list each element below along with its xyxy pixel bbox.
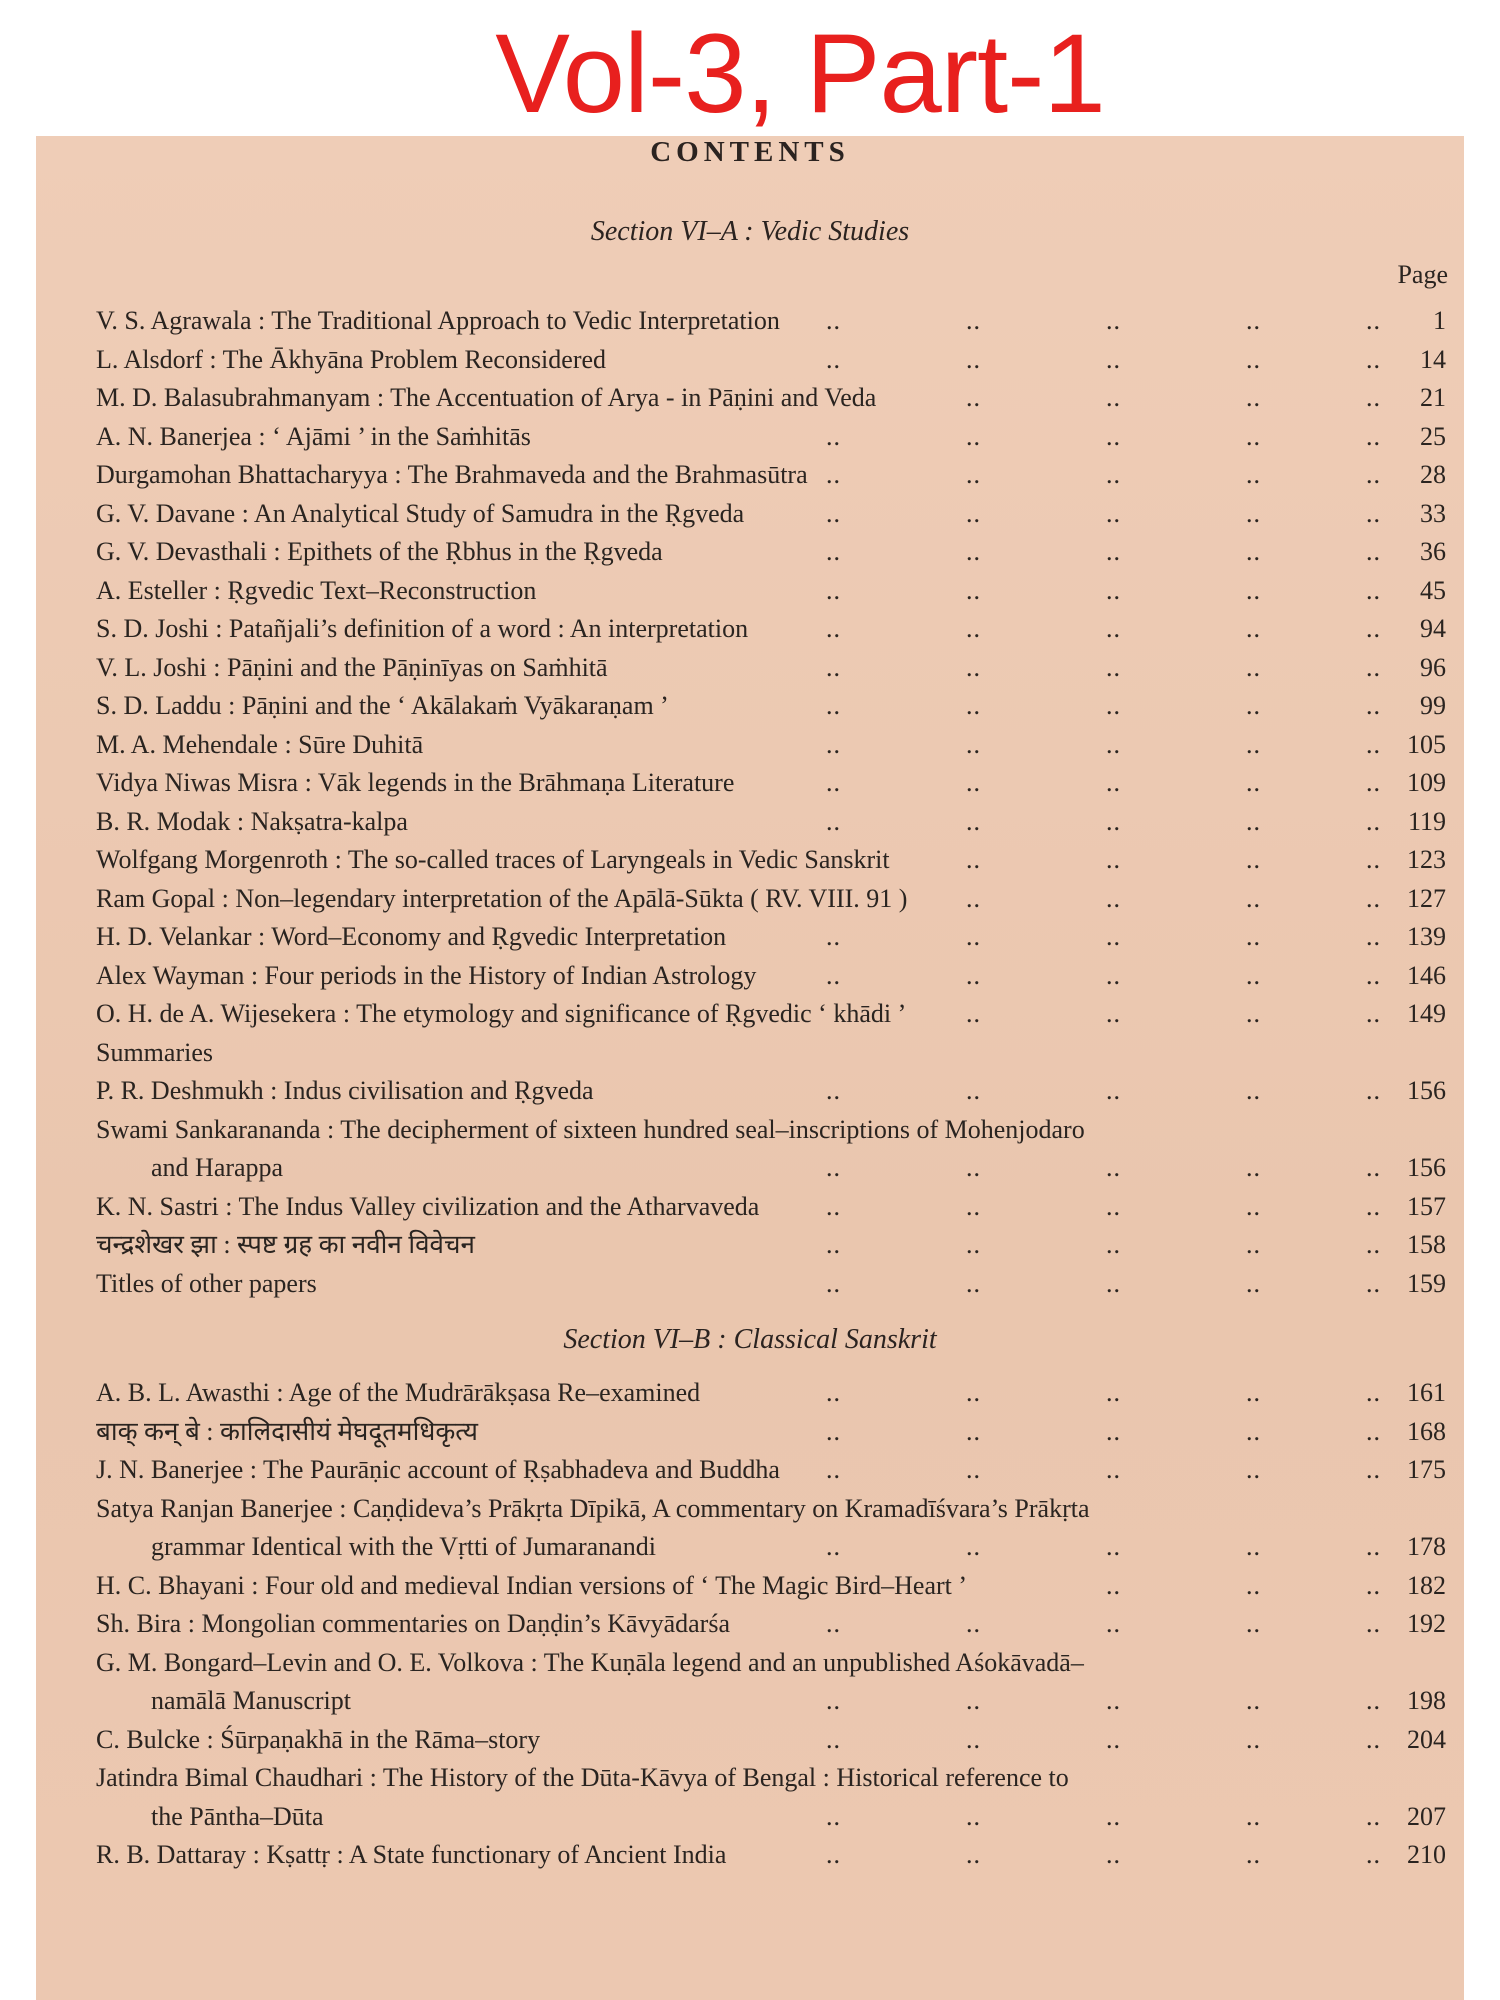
entry-title: G. M. Bongard–Levin and O. E. Volkova : The Kuṇāla legend and an unpublished Aśokāvadā– [96, 1647, 1084, 1677]
entry-title: H. C. Bhayani : Four old and medieval Indian versions of ‘ The Magic Bird–Heart ’ [96, 1570, 968, 1600]
leader-dots: .. [1246, 768, 1261, 797]
leader-dots: .. [1366, 806, 1381, 836]
leader-dots: .. [1246, 1230, 1261, 1259]
leader-dots: .. [1106, 306, 1121, 335]
leader-dots: .. [1246, 421, 1261, 451]
leader-dots: .. [1106, 1801, 1121, 1831]
leader-dots: .. [966, 729, 981, 759]
toc-entry [96, 1413, 1446, 1452]
entry-title: Durgamohan Bhattacharyya : The Brahmaveda and the Brahmasūtra [96, 460, 808, 489]
leader-dots: .. [826, 652, 841, 682]
toc-entry [96, 726, 1446, 765]
toc-entry [96, 572, 1446, 611]
section-b-entries [96, 1374, 1446, 1875]
leader-dots: .. [1106, 999, 1121, 1028]
section-a-title: Section VI–A : Vedic Studies [590, 216, 910, 247]
leader-dots: .. [1246, 1191, 1261, 1221]
entry-page-number: 1 [1433, 306, 1446, 335]
leader-dots: .. [966, 960, 981, 990]
toc-entry [96, 495, 1446, 534]
entry-title: grammar Identical with the Vṛtti of Jumaranandi [151, 1532, 656, 1561]
leader-dots: .. [1366, 344, 1381, 374]
leader-dots: .. [1246, 614, 1261, 643]
leader-dots: .. [1366, 1230, 1381, 1259]
toc-entry [96, 418, 1446, 457]
leader-dots: .. [1366, 1840, 1381, 1869]
leader-dots: .. [1246, 999, 1261, 1028]
leader-dots: .. [966, 537, 981, 566]
entry-page-number: 99 [1420, 691, 1446, 720]
leader-dots: .. [1106, 537, 1121, 566]
leader-dots: .. [1366, 883, 1381, 913]
leader-dots: .. [1366, 768, 1381, 797]
leader-dots: .. [966, 1153, 981, 1182]
leader-dots: .. [966, 1686, 981, 1715]
leader-dots: .. [1246, 1724, 1261, 1754]
entry-title: Sh. Bira : Mongolian commentaries on Daṇḍin’s Kāvyādarśa [96, 1609, 730, 1638]
entry-title: A. Esteller : Ṛgvedic Text–Reconstruction [96, 575, 537, 605]
leader-dots: .. [1106, 960, 1121, 990]
toc-entry [96, 1644, 1446, 1683]
leader-dots: .. [966, 1230, 981, 1259]
entry-page-number: 161 [1407, 1378, 1446, 1407]
entry-page-number: 158 [1407, 1230, 1446, 1259]
entry-page-number: 28 [1420, 460, 1446, 489]
entry-page-number: 25 [1420, 421, 1446, 451]
leader-dots: .. [1106, 883, 1121, 913]
entry-page-number: 21 [1420, 383, 1446, 412]
leader-dots: .. [1246, 922, 1261, 951]
leader-dots: .. [826, 1153, 841, 1182]
entry-page-number: 119 [1407, 806, 1446, 836]
entry-title: चन्द्रशेखर झा : स्पष्ट ग्रह का नवीन विवेचन [96, 1230, 475, 1259]
entry-title: O. H. de A. Wijesekera : The etymology and significance of Ṛgvedic ‘ khādi ’ [96, 999, 907, 1028]
leader-dots: .. [1366, 383, 1381, 412]
toc-entry [96, 456, 1446, 495]
leader-dots: .. [1366, 537, 1381, 566]
entry-page-number: 14 [1420, 344, 1446, 374]
leader-dots: .. [1246, 1532, 1261, 1561]
leader-dots: .. [826, 1840, 841, 1869]
entry-page-number: 210 [1407, 1840, 1446, 1869]
leader-dots: .. [1246, 1801, 1261, 1831]
leader-dots: .. [1366, 421, 1381, 451]
leader-dots: .. [1366, 1801, 1381, 1831]
leader-dots: .. [966, 768, 981, 797]
leader-dots: .. [966, 575, 981, 605]
leader-dots: .. [1246, 652, 1261, 682]
entry-page-number: 207 [1407, 1801, 1446, 1831]
entry-page-number: 45 [1420, 575, 1446, 605]
leader-dots: .. [966, 883, 981, 913]
entry-title: the Pāntha–Dūta [151, 1801, 324, 1831]
entry-page-number: 109 [1407, 768, 1446, 797]
leader-dots: .. [826, 537, 841, 566]
toc-entry [96, 1798, 1446, 1837]
entry-page-number: 178 [1407, 1532, 1446, 1561]
leader-dots: .. [1106, 1609, 1121, 1638]
contents-title: CONTENTS [650, 136, 850, 168]
toc-entry [96, 1528, 1446, 1567]
leader-dots: .. [966, 460, 981, 489]
leader-dots: .. [1246, 1076, 1261, 1105]
leader-dots: .. [966, 1724, 981, 1754]
entry-page-number: 168 [1407, 1416, 1446, 1446]
entry-title: K. N. Sastri : The Indus Valley civilization and the Atharvaveda [96, 1191, 760, 1221]
leader-dots: .. [966, 1076, 981, 1105]
leader-dots: .. [826, 1801, 841, 1831]
toc-entry [96, 764, 1446, 803]
leader-dots: .. [1366, 1455, 1381, 1484]
toc-entry [96, 1759, 1446, 1798]
leader-dots: .. [1106, 845, 1121, 874]
entry-title: S. D. Laddu : Pāṇini and the ‘ Akālakaṁ Vyākaraṇam ’ [96, 691, 669, 720]
entry-title: Summaries [96, 1037, 213, 1067]
leader-dots: .. [1366, 729, 1381, 759]
entry-page-number: 157 [1407, 1191, 1446, 1221]
toc-entry [96, 1567, 1446, 1606]
toc-entry [96, 1605, 1446, 1644]
leader-dots: .. [1366, 652, 1381, 682]
entry-title: A. B. L. Awasthi : Age of the Mudrārākṣasa Re–examined [96, 1378, 701, 1407]
leader-dots: .. [966, 691, 981, 720]
entry-title: M. A. Mehendale : Sūre Duhitā [96, 729, 424, 759]
leader-dots: .. [1366, 922, 1381, 951]
leader-dots: .. [1246, 537, 1261, 566]
leader-dots: .. [1106, 1416, 1121, 1446]
leader-dots: .. [826, 460, 841, 489]
leader-dots: .. [1366, 1153, 1381, 1182]
leader-dots: .. [1366, 1076, 1381, 1105]
entry-title: M. D. Balasubrahmanyam : The Accentuation of Arya - in Pāṇini and Veda [96, 383, 877, 412]
leader-dots: .. [826, 344, 841, 374]
leader-dots: .. [966, 1840, 981, 1869]
leader-dots: .. [1366, 1191, 1381, 1221]
entry-page-number: 198 [1407, 1686, 1446, 1715]
leader-dots: .. [1366, 498, 1381, 528]
leader-dots: .. [826, 1686, 841, 1715]
leader-dots: .. [1366, 845, 1381, 874]
toc-entry [96, 1034, 1446, 1073]
leader-dots: .. [1246, 1840, 1261, 1869]
entry-page-number: 33 [1420, 498, 1446, 528]
leader-dots: .. [826, 306, 841, 335]
leader-dots: .. [826, 1076, 841, 1105]
toc-entry [96, 1451, 1446, 1490]
entry-title: and Harappa [151, 1153, 284, 1182]
leader-dots: .. [826, 614, 841, 643]
leader-dots: .. [826, 498, 841, 528]
entry-page-number: 149 [1407, 999, 1446, 1028]
toc-entry [96, 995, 1446, 1034]
entry-title: C. Bulcke : Śūrpaṇakhā in the Rāma–story [96, 1724, 541, 1754]
toc-entry [96, 610, 1446, 649]
leader-dots: .. [966, 1191, 981, 1221]
leader-dots: .. [1366, 1378, 1381, 1407]
leader-dots: .. [1366, 1532, 1381, 1561]
entry-title: J. N. Banerjee : The Paurāṇic account of Ṛṣabhadeva and Buddha [96, 1455, 780, 1484]
leader-dots: .. [826, 1416, 841, 1446]
entry-title: Titles of other papers [96, 1268, 317, 1298]
leader-dots: .. [826, 922, 841, 951]
leader-dots: .. [826, 1230, 841, 1259]
contents-page [36, 136, 1464, 2000]
leader-dots: .. [966, 1532, 981, 1561]
leader-dots: .. [1106, 1570, 1121, 1600]
leader-dots: .. [1366, 1686, 1381, 1715]
leader-dots: .. [826, 806, 841, 836]
leader-dots: .. [1366, 575, 1381, 605]
leader-dots: .. [1106, 1455, 1121, 1484]
toc-entry [96, 649, 1446, 688]
toc-entry [96, 687, 1446, 726]
leader-dots: .. [1246, 1609, 1261, 1638]
entry-page-number: 175 [1407, 1455, 1446, 1484]
leader-dots: .. [966, 1455, 981, 1484]
leader-dots: .. [1106, 1724, 1121, 1754]
leader-dots: .. [1106, 460, 1121, 489]
leader-dots: .. [1246, 1686, 1261, 1715]
leader-dots: .. [1246, 806, 1261, 836]
entry-title: A. N. Banerjea : ‘ Ajāmi ’ in the Saṁhitās [96, 421, 531, 451]
entry-title: S. D. Joshi : Patañjali’s definition of a word : An interpretation [96, 614, 749, 643]
leader-dots: .. [1366, 614, 1381, 643]
leader-dots: .. [966, 1378, 981, 1407]
entry-page-number: 159 [1407, 1268, 1446, 1298]
toc-entry [96, 957, 1446, 996]
toc-entry [96, 1682, 1446, 1721]
entry-page-number: 182 [1407, 1570, 1446, 1600]
entry-title: Swami Sankarananda : The decipherment of sixteen hundred seal–inscriptions of Mohenjodaro [96, 1114, 1085, 1144]
leader-dots: .. [966, 421, 981, 451]
leader-dots: .. [1246, 498, 1261, 528]
leader-dots: .. [826, 960, 841, 990]
leader-dots: .. [966, 306, 981, 335]
entry-page-number: 127 [1407, 883, 1446, 913]
leader-dots: .. [1246, 383, 1261, 412]
leader-dots: .. [966, 383, 981, 412]
leader-dots: .. [826, 421, 841, 451]
leader-dots: .. [1106, 1191, 1121, 1221]
leader-dots: .. [1106, 344, 1121, 374]
leader-dots: .. [826, 768, 841, 797]
entry-title: H. D. Velankar : Word–Economy and Ṛgvedic Interpretation [96, 922, 727, 951]
toc-entry [96, 1072, 1446, 1111]
entry-title: Ram Gopal : Non–legendary interpretation of the Apālā-Sūkta ( RV. VIII. 91 ) [96, 883, 908, 913]
toc-entry [96, 1836, 1446, 1875]
toc-entry [96, 379, 1446, 418]
leader-dots: .. [1106, 768, 1121, 797]
leader-dots: .. [1246, 845, 1261, 874]
leader-dots: .. [1366, 306, 1381, 335]
leader-dots: .. [1246, 575, 1261, 605]
toc-entry [96, 1111, 1446, 1150]
page-column-label: Page [1397, 260, 1448, 289]
leader-dots: .. [966, 806, 981, 836]
leader-dots: .. [1106, 729, 1121, 759]
entry-title: V. L. Joshi : Pāṇini and the Pāṇinīyas on Saṁhitā [96, 652, 608, 682]
entry-title: बाक् कन् बे : कालिदासीयं मेघदूतमधिकृत्य [96, 1416, 478, 1446]
leader-dots: .. [1106, 1076, 1121, 1105]
leader-dots: .. [1106, 922, 1121, 951]
leader-dots: .. [1366, 1724, 1381, 1754]
leader-dots: .. [1246, 1455, 1261, 1484]
leader-dots: .. [966, 845, 981, 874]
leader-dots: .. [826, 1268, 841, 1298]
leader-dots: .. [826, 1455, 841, 1484]
leader-dots: .. [966, 652, 981, 682]
toc-entry [96, 880, 1446, 919]
entry-page-number: 156 [1407, 1076, 1446, 1105]
entry-page-number: 123 [1407, 845, 1446, 874]
leader-dots: .. [1246, 1570, 1261, 1600]
leader-dots: .. [1366, 1609, 1381, 1638]
toc-entry [96, 1188, 1446, 1227]
leader-dots: .. [1106, 614, 1121, 643]
leader-dots: .. [966, 614, 981, 643]
toc-entry [96, 803, 1446, 842]
leader-dots: .. [826, 1191, 841, 1221]
entry-title: B. R. Modak : Nakṣatra-kalpa [96, 806, 408, 836]
leader-dots: .. [826, 575, 841, 605]
leader-dots: .. [826, 1609, 841, 1638]
entry-title: Vidya Niwas Misra : Vāk legends in the Brāhmaṇa Literature [96, 768, 735, 797]
toc-entry [96, 302, 1446, 341]
entry-title: Jatindra Bimal Chaudhari : The History of the Dūta-Kāvya of Bengal : Historical reference to [96, 1763, 1069, 1792]
leader-dots: .. [966, 922, 981, 951]
leader-dots: .. [1246, 306, 1261, 335]
leader-dots: .. [1246, 1416, 1261, 1446]
toc-entry [96, 1490, 1446, 1529]
leader-dots: .. [1366, 1416, 1381, 1446]
section-b-title: Section VI–B : Classical Sanskrit [563, 1324, 937, 1355]
leader-dots: .. [1106, 1378, 1121, 1407]
leader-dots: .. [1246, 1268, 1261, 1298]
leader-dots: .. [1106, 652, 1121, 682]
leader-dots: .. [1246, 344, 1261, 374]
leader-dots: .. [1106, 1153, 1121, 1182]
leader-dots: .. [1366, 460, 1381, 489]
entry-title: G. V. Devasthali : Epithets of the Ṛbhus in the Ṛgveda [96, 537, 663, 566]
leader-dots: .. [966, 999, 981, 1028]
leader-dots: .. [826, 1724, 841, 1754]
leader-dots: .. [1366, 1268, 1381, 1298]
leader-dots: .. [1366, 960, 1381, 990]
entry-title: Wolfgang Morgenroth : The so-called traces of Laryngeals in Vedic Sanskrit [96, 845, 890, 874]
entry-title: G. V. Davane : An Analytical Study of Samudra in the Ṛgveda [96, 498, 745, 528]
toc-entry [96, 533, 1446, 572]
leader-dots: .. [966, 344, 981, 374]
toc-entry [96, 918, 1446, 957]
leader-dots: .. [1246, 691, 1261, 720]
toc-entry [96, 1265, 1446, 1304]
leader-dots: .. [966, 1416, 981, 1446]
leader-dots: .. [1246, 883, 1261, 913]
leader-dots: .. [1246, 729, 1261, 759]
entry-title: Alex Wayman : Four periods in the History of Indian Astrology [96, 960, 757, 990]
leader-dots: .. [1106, 575, 1121, 605]
leader-dots: .. [1106, 421, 1121, 451]
dot-leader [96, 1149, 1386, 1188]
entry-title: R. B. Dattaray : Kṣattṛ : A State functionary of Ancient India [96, 1840, 727, 1869]
leader-dots: .. [966, 1801, 981, 1831]
section-a-entries [96, 302, 1446, 1303]
entry-title: Satya Ranjan Banerjee : Caṇḍideva’s Prākṛta Dīpikā, A commentary on Kramadīśvara’s Prākṛta [96, 1493, 1090, 1523]
toc-entry [96, 1374, 1446, 1413]
leader-dots: .. [1106, 498, 1121, 528]
entry-page-number: 156 [1407, 1153, 1446, 1182]
toc-entry [96, 1149, 1446, 1188]
entry-page-number: 105 [1407, 729, 1446, 759]
entry-page-number: 146 [1407, 960, 1446, 990]
leader-dots: .. [1106, 1230, 1121, 1259]
leader-dots: .. [1366, 999, 1381, 1028]
entry-page-number: 139 [1407, 922, 1446, 951]
leader-dots: .. [1246, 1153, 1261, 1182]
leader-dots: .. [1246, 960, 1261, 990]
leader-dots: .. [826, 1532, 841, 1561]
entry-title: V. S. Agrawala : The Traditional Approach to Vedic Interpretation [96, 306, 780, 335]
leader-dots: .. [1106, 1686, 1121, 1715]
leader-dots: .. [1106, 1268, 1121, 1298]
leader-dots: .. [1106, 806, 1121, 836]
entry-page-number: 36 [1420, 537, 1446, 566]
entry-page-number: 96 [1420, 652, 1446, 682]
entry-page-number: 204 [1407, 1724, 1446, 1754]
entry-page-number: 192 [1407, 1609, 1446, 1638]
leader-dots: .. [826, 1378, 841, 1407]
leader-dots: .. [826, 691, 841, 720]
leader-dots: .. [966, 1609, 981, 1638]
leader-dots: .. [1106, 383, 1121, 412]
leader-dots: .. [1106, 691, 1121, 720]
entry-title: L. Alsdorf : The Ākhyāna Problem Reconsidered [96, 344, 607, 374]
toc-entry [96, 841, 1446, 880]
toc-entry [96, 341, 1446, 380]
leader-dots: .. [1246, 1378, 1261, 1407]
leader-dots: .. [1246, 460, 1261, 489]
leader-dots: .. [826, 729, 841, 759]
leader-dots: .. [966, 498, 981, 528]
leader-dots: .. [966, 1268, 981, 1298]
entry-page-number: 94 [1420, 614, 1446, 643]
leader-dots: .. [1366, 1570, 1381, 1600]
volume-banner: Vol-3, Part-1 [495, 11, 1105, 136]
leader-dots: .. [1106, 1840, 1121, 1869]
entry-title: namālā Manuscript [151, 1686, 351, 1715]
leader-dots: .. [1106, 1532, 1121, 1561]
toc-entry [96, 1226, 1446, 1265]
entry-title: P. R. Deshmukh : Indus civilisation and Ṛgveda [96, 1076, 594, 1105]
leader-dots: .. [1366, 691, 1381, 720]
toc-entry [96, 1721, 1446, 1760]
